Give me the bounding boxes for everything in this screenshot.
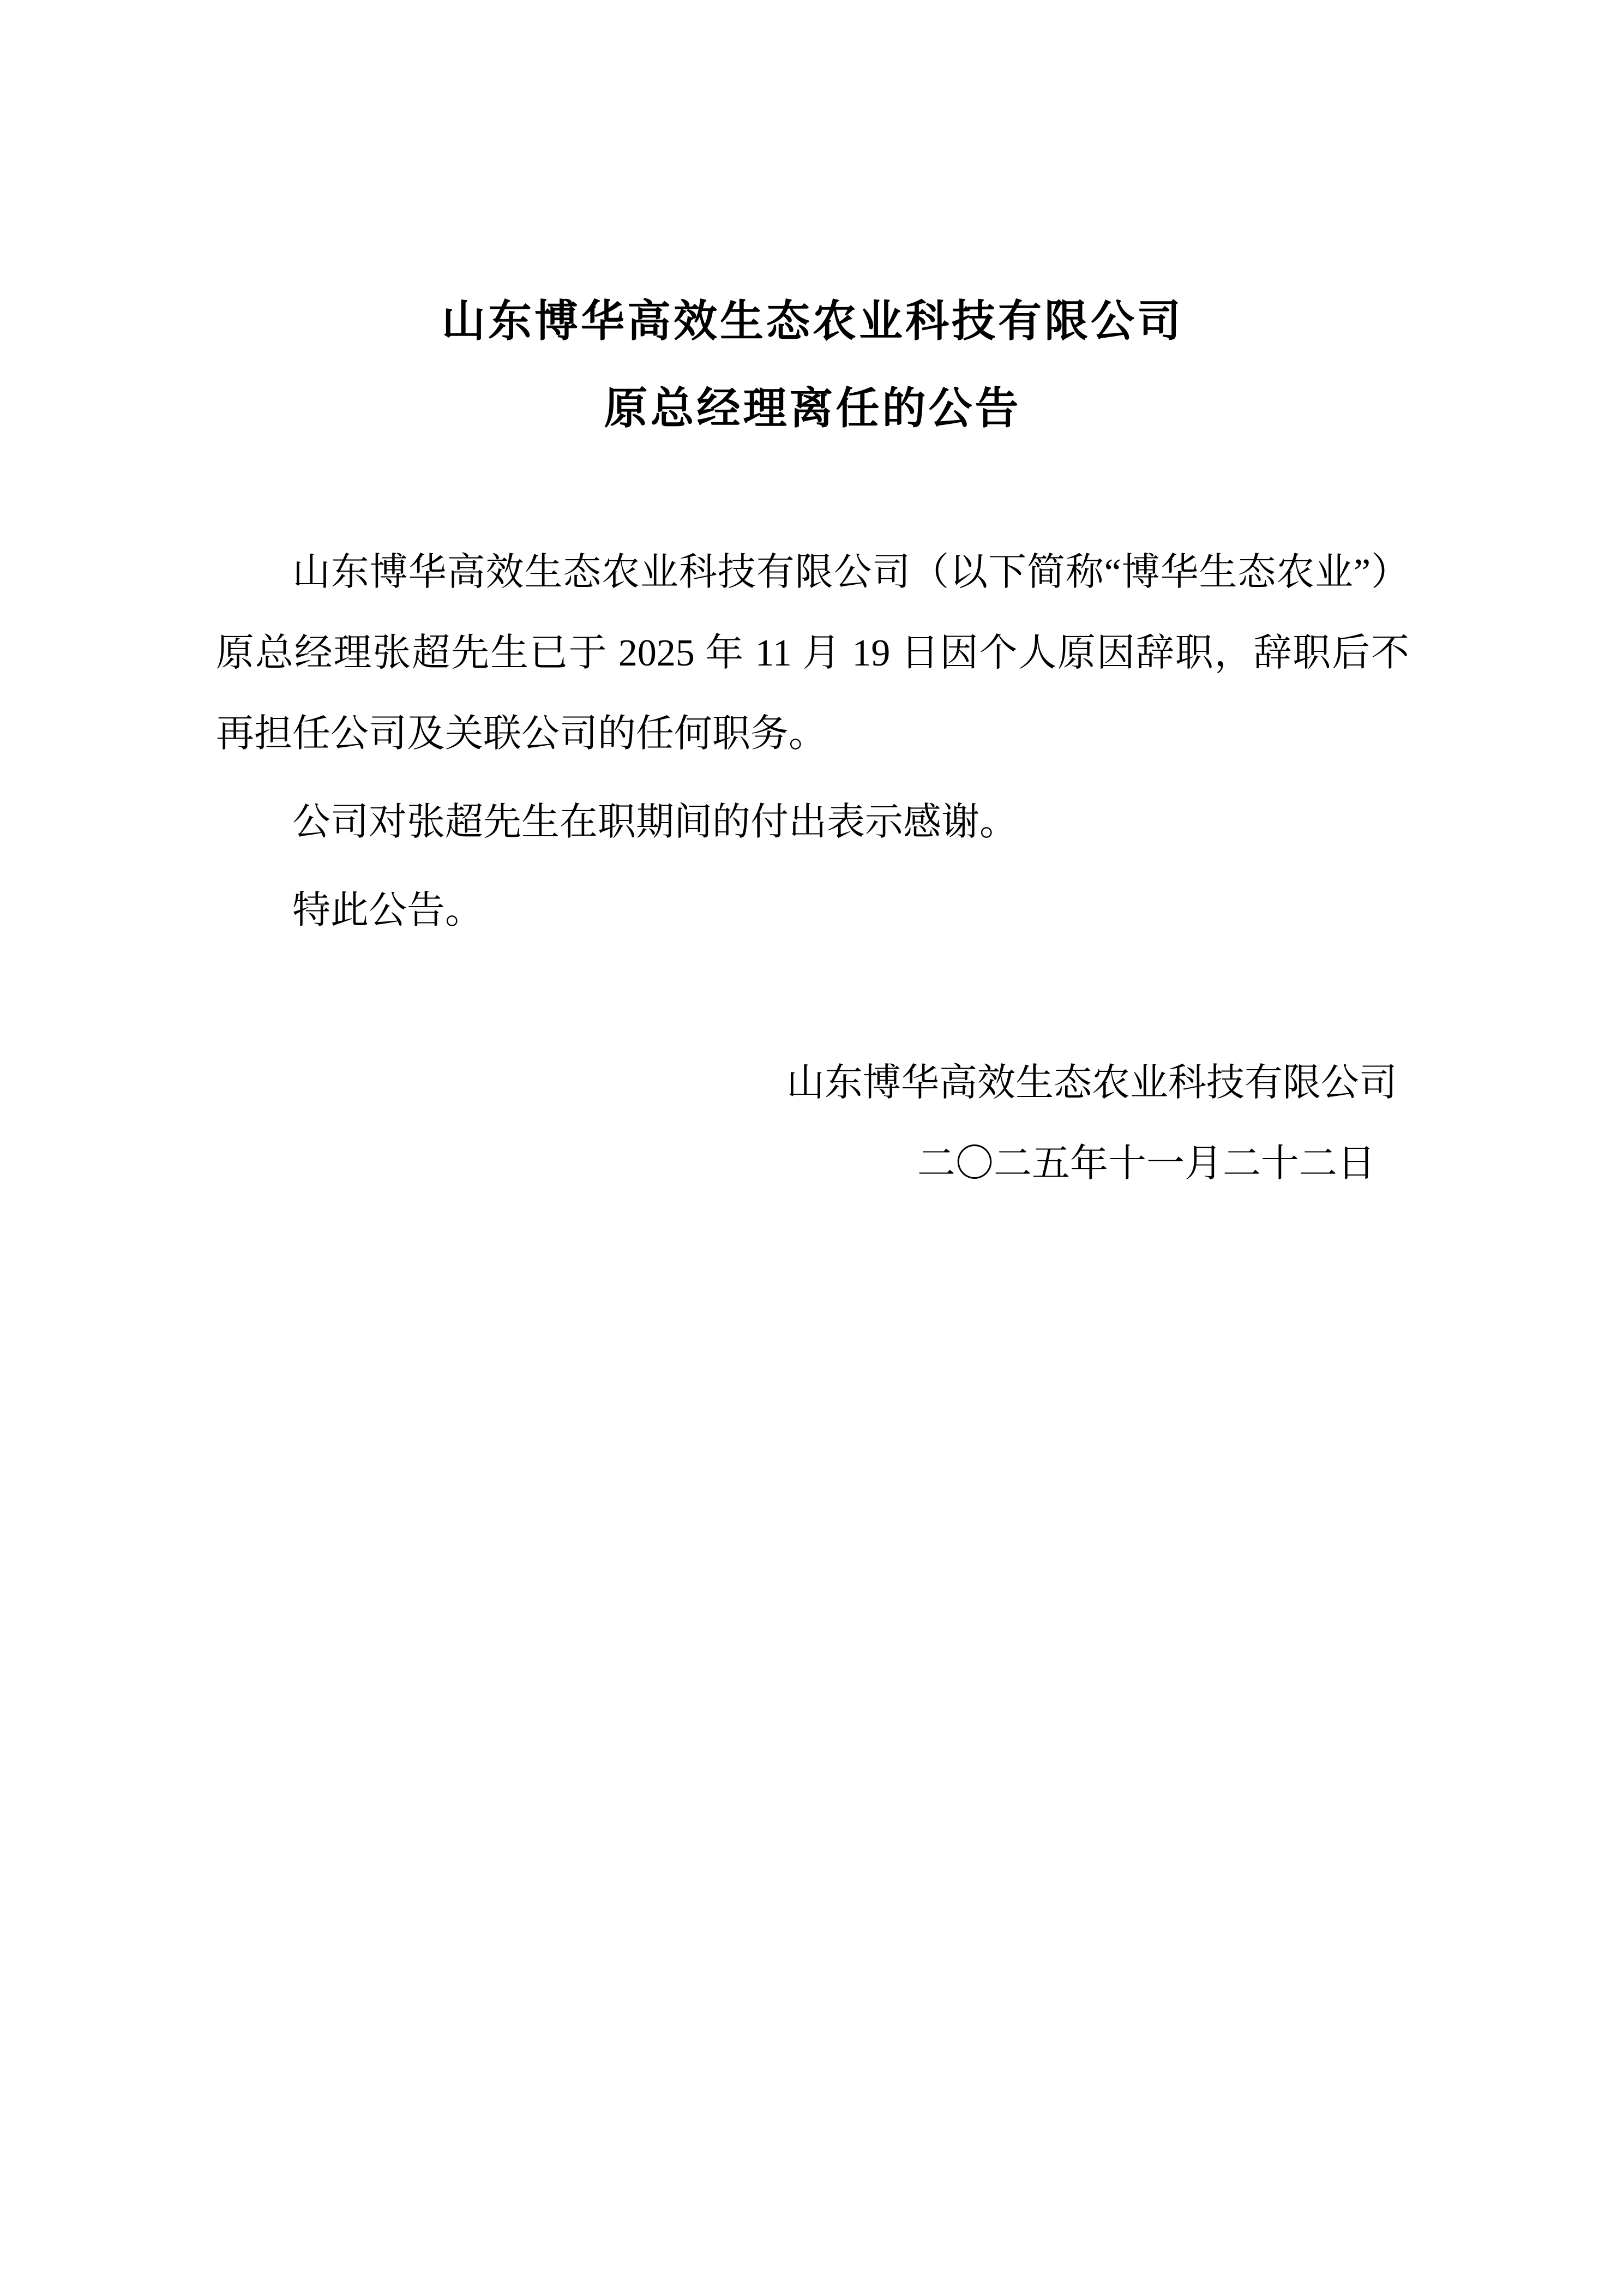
document-body [216,532,1409,951]
signature-date: 二〇二五年十一月二十二日 [917,1143,1375,1185]
body-paragraph-closing: 特此公告。 [292,890,483,932]
body-paragraph-resignation: 山东博华高效生态农业科技有限公司（以下简称“博华生态农业”）原总经理张超先生已于 2025 年 11 月 19 日因个人原因辞职，辞职后不再担任公司及关联公司的任何职务。 [216,551,1409,755]
document-title [216,278,1409,453]
signature-block [216,1043,1409,1204]
body-paragraph-thanks: 公司对张超先生在职期间的付出表示感谢。 [292,801,1018,843]
signature-company-name: 山东博华高效生态农业科技有限公司 [786,1062,1397,1104]
title-company-name: 山东博华高效生态农业科技有限公司 [442,298,1183,346]
title-announcement-subject: 原总经理离任的公告 [604,385,1021,433]
